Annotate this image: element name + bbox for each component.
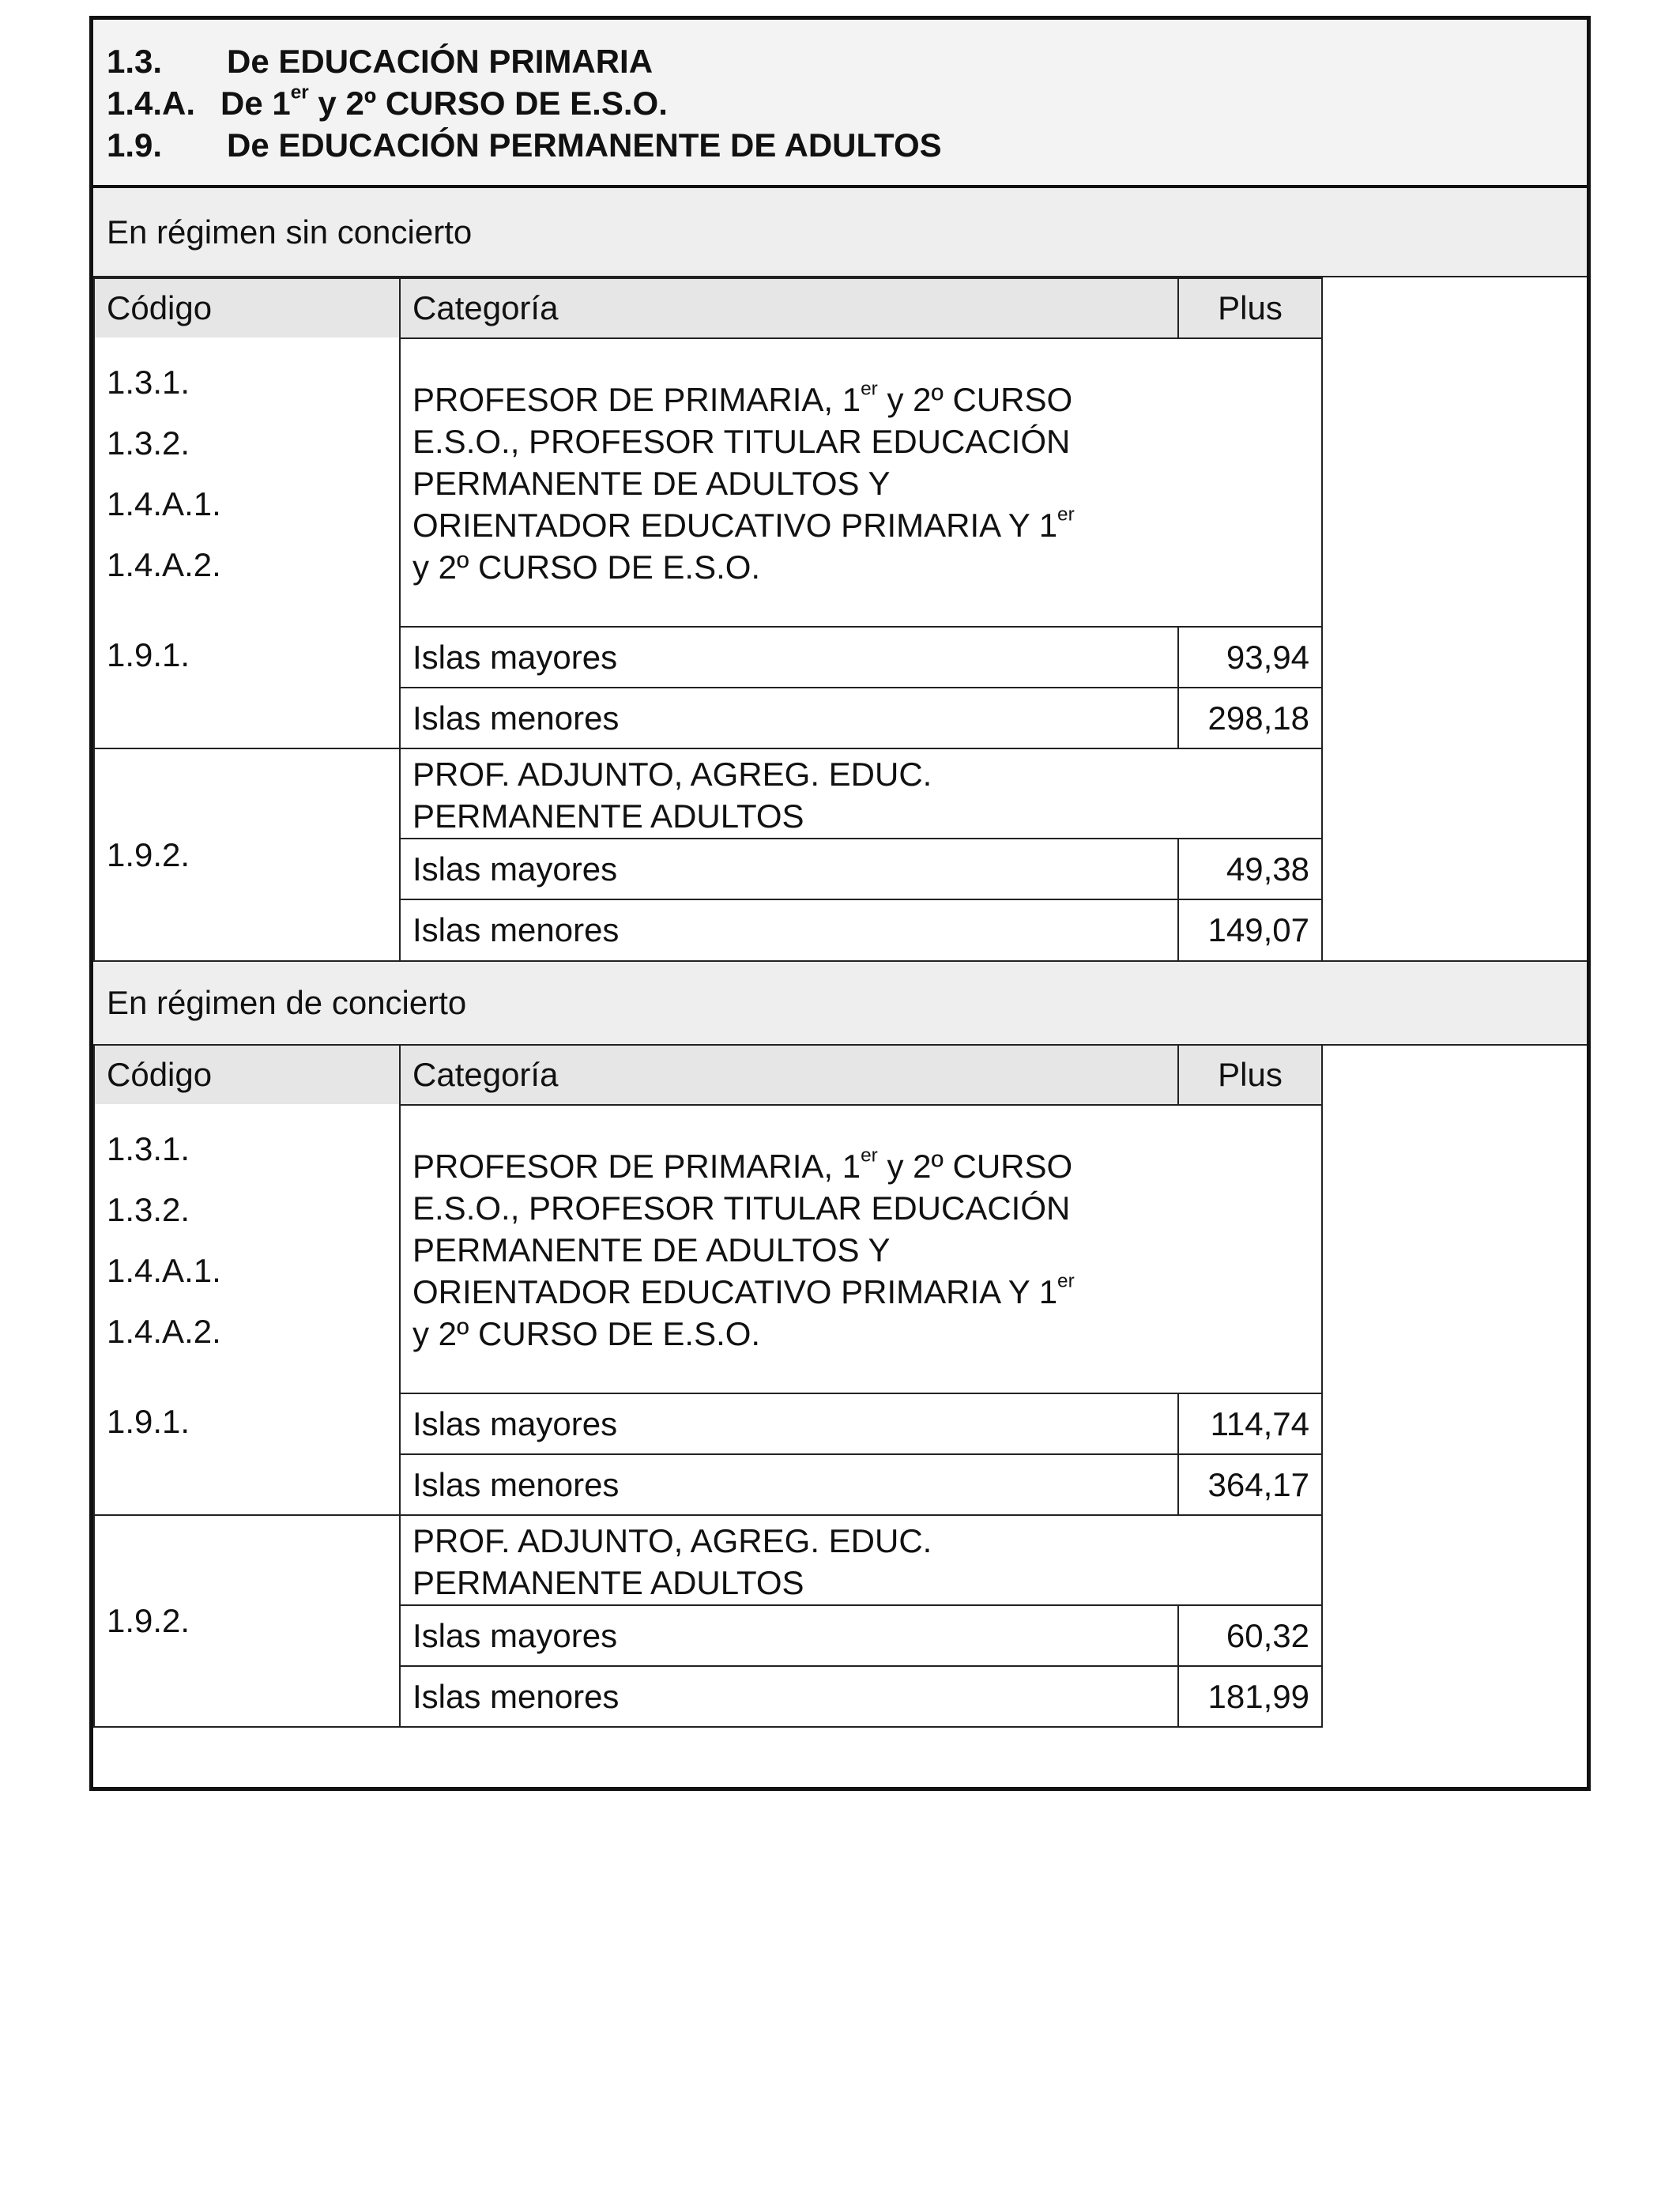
code-list (93, 1104, 401, 1534)
header-line-2: 1.4.A. De 1er y 2º CURSO DE E.S.O. (107, 81, 668, 122)
table-row-label: Islas mayores (399, 626, 1179, 688)
table-row-label: Islas mayores (399, 1393, 1179, 1455)
code-item: 1.4.A.1. (107, 1252, 221, 1289)
table-row-label: Islas menores (399, 1665, 1179, 1728)
plus-value: 149,07 (1177, 899, 1323, 962)
plus-value: 60,32 (1177, 1604, 1323, 1667)
column-header-category: Categoría (399, 277, 1179, 339)
plus-value: 181,99 (1177, 1665, 1323, 1728)
column-header-code: Código (93, 1044, 401, 1106)
category-description: PROFESOR DE PRIMARIA, 1er y 2º CURSO E.S.O., PROFESOR TITULAR EDUCACIÓN PERMANENTE DE ADULTOS Y ORIENTADOR EDUCATIVO PRIMARIA Y 1er y 2º CURSO DE E.S.O. (399, 337, 1323, 628)
column-header-plus: Plus (1177, 1044, 1323, 1106)
code-item: 1.9.1. (107, 636, 190, 673)
code-item: 1.3.2. (107, 424, 190, 462)
plus-value: 298,18 (1177, 687, 1323, 749)
table-row-label: Islas menores (399, 899, 1179, 962)
code-item: 1.9.2. (93, 748, 401, 962)
category-description: PROFESOR DE PRIMARIA, 1er y 2º CURSO E.S.O., PROFESOR TITULAR EDUCACIÓN PERMANENTE DE ADULTOS Y ORIENTADOR EDUCATIVO PRIMARIA Y 1er y 2º CURSO DE E.S.O. (399, 1104, 1323, 1394)
column-header-plus: Plus (1177, 277, 1323, 339)
section-title-sin-concierto: En régimen sin concierto (93, 188, 1587, 277)
code-list (93, 337, 401, 766)
code-item: 1.3.2. (107, 1191, 190, 1228)
plus-value: 364,17 (1177, 1453, 1323, 1516)
table-row-label: Islas menores (399, 1453, 1179, 1516)
code-item: 1.4.A.1. (107, 485, 221, 522)
plus-value: 49,38 (1177, 838, 1323, 900)
header-line-3: 1.9. De EDUCACIÓN PERMANENTE DE ADULTOS (107, 126, 942, 164)
plus-value: 93,94 (1177, 626, 1323, 688)
code-item: 1.9.1. (107, 1403, 190, 1440)
column-header-category: Categoría (399, 1044, 1179, 1106)
code-item: 1.3.1. (107, 1130, 190, 1167)
code-item: 1.4.A.2. (107, 546, 221, 583)
category-description: PROF. ADJUNTO, AGREG. EDUC. PERMANENTE ADULTOS (399, 1514, 1323, 1606)
code-item: 1.4.A.2. (107, 1313, 221, 1350)
plus-value: 114,74 (1177, 1393, 1323, 1455)
section-title-de-concierto: En régimen de concierto (93, 960, 1587, 1046)
document-table-frame (89, 16, 1591, 1791)
table-row-label: Islas menores (399, 687, 1179, 749)
table-row-label: Islas mayores (399, 1604, 1179, 1667)
code-item: 1.3.1. (107, 364, 190, 401)
table-row-label: Islas mayores (399, 838, 1179, 900)
document-header (93, 20, 1587, 188)
category-description: PROF. ADJUNTO, AGREG. EDUC. PERMANENTE ADULTOS (399, 748, 1323, 839)
header-line-1: 1.3. De EDUCACIÓN PRIMARIA (107, 43, 654, 80)
code-item: 1.9.2. (93, 1514, 401, 1728)
column-header-code: Código (93, 277, 401, 339)
